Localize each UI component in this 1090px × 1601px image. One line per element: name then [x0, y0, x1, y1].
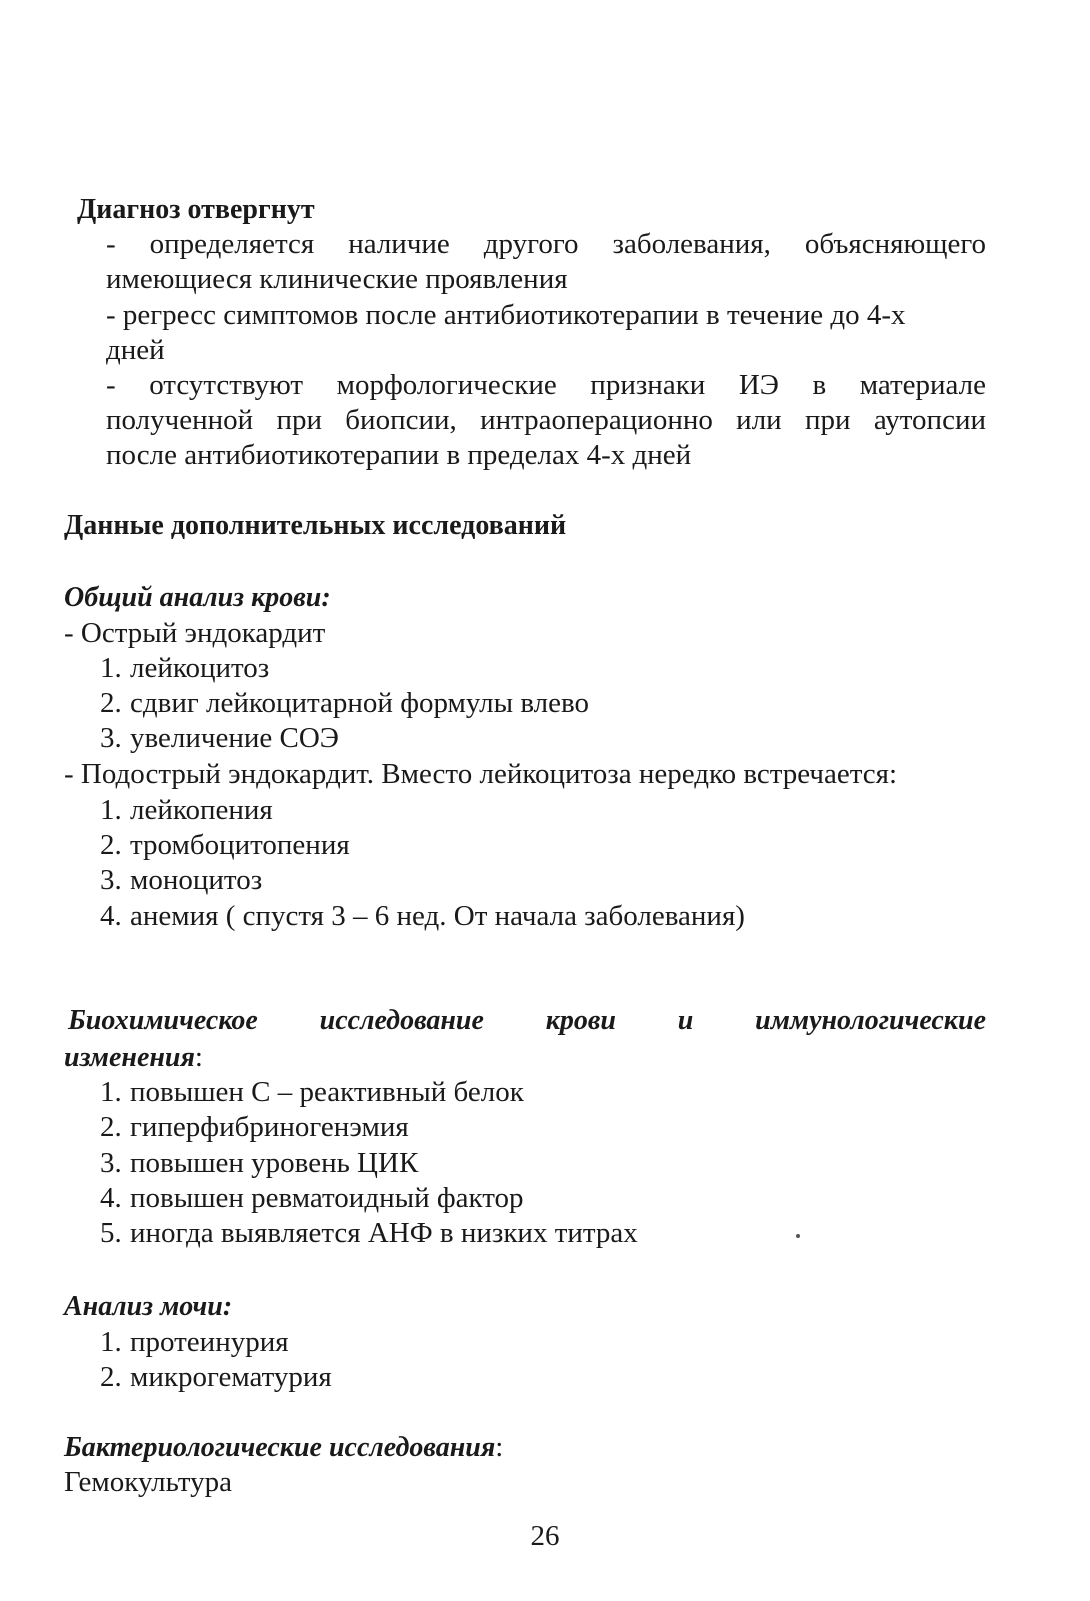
rejected-item-3-line-3: после антибиотикотерапии в пределах 4-х дней	[106, 439, 692, 471]
list-item: 2. тромбоцитопения	[100, 829, 350, 861]
rejected-item-2-line-2: дней	[106, 334, 165, 366]
rejected-item-1-line-2: имеющиеся клинические проявления	[106, 263, 568, 295]
list-item: 1. протеинурия	[100, 1326, 289, 1358]
scan-speck	[796, 1234, 800, 1238]
acute-endocarditis-label: - Острый эндокардит	[64, 617, 326, 649]
list-item: 4. повышен ревматоидный фактор	[100, 1182, 524, 1214]
list-item: 1. лейкопения	[100, 794, 273, 826]
list-item: 1. повышен С – реактивный белок	[100, 1076, 524, 1108]
rejected-item-2-line-1: - регресс симптомов после антибиотикотерапии в течение до 4-х	[106, 299, 906, 331]
heading-blood-test: Общий анализ крови:	[64, 582, 331, 613]
page-number: 26	[530, 1520, 560, 1552]
heading-urine-test: Анализ мочи:	[64, 1291, 233, 1322]
list-item: 3. повышен уровень ЦИК	[100, 1147, 419, 1179]
heading-bacteriology: Бактериологические исследования:	[64, 1431, 504, 1463]
heading-biochemistry-line-2: изменения:	[64, 1041, 203, 1073]
list-item: 3. увеличение СОЭ	[100, 722, 339, 754]
rejected-item-3-line-2: полученной при биопсии, интраоперационно или при аутопсии	[106, 404, 986, 436]
rejected-item-3-line-1: - отсутствуют морфологические признаки ИЭ в материале	[106, 369, 986, 401]
heading-additional-research: Данные дополнительных исследований	[64, 510, 567, 541]
list-item: 2. микрогематурия	[100, 1361, 332, 1393]
subacute-endocarditis-label: - Подострый эндокардит. Вместо лейкоцитоза нередко встречается:	[64, 758, 898, 790]
list-item: 2. сдвиг лейкоцитарной формулы влево	[100, 687, 589, 719]
list-item: 3. моноцитоз	[100, 864, 263, 896]
list-item: 2. гиперфибриногенэмия	[100, 1111, 409, 1143]
heading-biochemistry-line-1: Биохимическое исследование крови и иммунологические	[68, 1005, 986, 1036]
list-item: 5. иногда выявляется АНФ в низких титрах	[100, 1217, 638, 1249]
rejected-item-1-line-1: - определяется наличие другого заболевания, объясняющего	[106, 228, 986, 260]
blood-culture-text: Гемокультура	[64, 1466, 232, 1498]
heading-diagnosis-rejected: Диагноз отвергнут	[77, 194, 315, 225]
list-item: 4. анемия ( спустя 3 – 6 нед. От начала заболевания)	[100, 900, 745, 932]
list-item: 1. лейкоцитоз	[100, 652, 270, 684]
